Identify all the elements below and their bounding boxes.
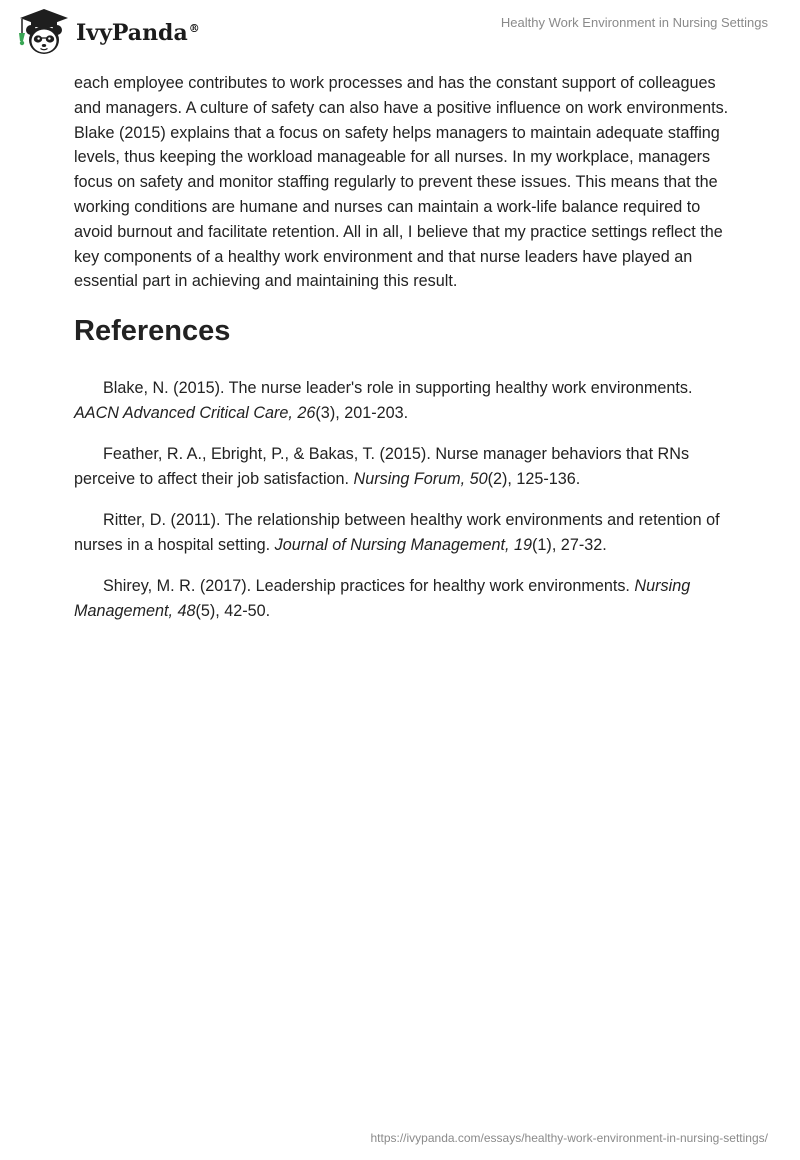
reference-journal: Nursing Management, 48 (74, 577, 691, 621)
reference-list (74, 376, 734, 624)
body-paragraph: each employee contributes to work processes and has the constant support of colleagues and managers. A culture of safety can also have a positive influence on work environments. Blake (2015) explains that a focus on safety helps managers to maintain adequate staffing levels, thus keeping the workload manageable for all nurses. In my workplace, managers focus on safety and monitor staffing regularly to prevent these issues. This means that the working conditions are humane and nurses can maintain a work-life balance required to avoid burnout and facilitate retention. All in all, I believe that my practice settings reflect the key components of a healthy work environment and that nurse leaders have played an essential part in achieving and maintaining this result. (74, 74, 729, 291)
page-header (0, 0, 800, 64)
reference-pages: (3), 201-203. (315, 404, 409, 423)
reference-item (74, 508, 734, 558)
reference-journal: Journal of Nursing Management, 19 (274, 536, 533, 555)
panda-graduate-icon (14, 8, 74, 58)
running-title: Healthy Work Environment in Nursing Settings (500, 15, 768, 30)
source-url[interactable]: https://ivypanda.com/essays/healthy-work-environment-in-nursing-settings/ (370, 1131, 768, 1145)
registered-mark: ® (188, 21, 200, 35)
reference-authors: Ritter, D. (2011). The relationship between healthy work environments and retention of nurses in a hospital setting. (74, 511, 720, 555)
brand-name: IvyPanda® (76, 20, 200, 46)
reference-item (74, 442, 734, 492)
document-content (74, 71, 734, 640)
reference-pages: (5), 42-50. (195, 602, 271, 621)
reference-pages: (1), 27-32. (532, 536, 607, 555)
ivypanda-logo[interactable] (14, 8, 200, 58)
reference-pages: (2), 125-136. (487, 470, 581, 489)
reference-item (74, 574, 734, 624)
reference-journal: AACN Advanced Critical Care, 26 (74, 404, 316, 423)
reference-journal: Nursing Forum, 50 (353, 470, 488, 489)
reference-authors: Blake, N. (2015). The nurse leader's role in supporting healthy work environments. (103, 379, 693, 398)
reference-authors: Feather, R. A., Ebright, P., & Bakas, T. (2015). Nurse manager behaviors that RNs perceive to affect their job satisfaction. (74, 445, 690, 489)
references-heading: References (74, 315, 231, 348)
reference-item (74, 376, 734, 426)
reference-authors: Shirey, M. R. (2017). Leadership practices for healthy work environments. (103, 577, 635, 596)
